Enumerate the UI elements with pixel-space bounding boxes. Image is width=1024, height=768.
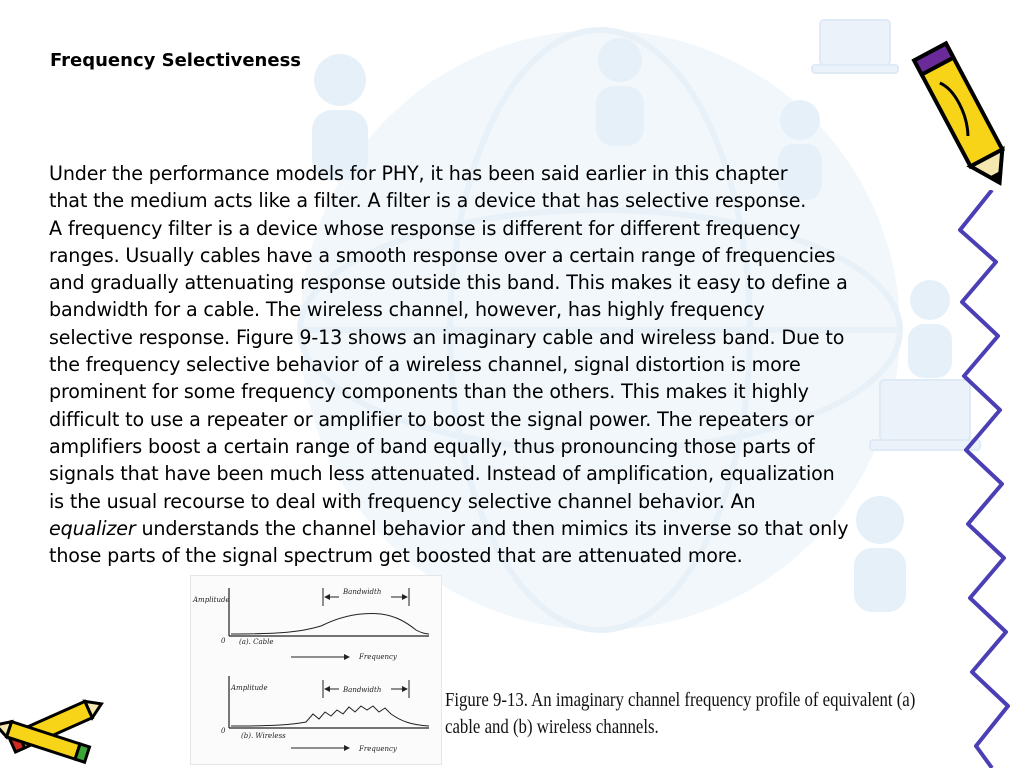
panel-a-amplitude-label: Amplitude <box>193 596 230 604</box>
body-line: ranges. Usually cables have a smooth response over a certain range of frequencies <box>49 243 836 267</box>
body-line: difficult to use a repeater or amplifier to boost the signal power. The repeaters or <box>49 407 814 431</box>
figure-caption <box>445 687 916 741</box>
slide-title: Frequency Selectiveness <box>50 50 302 71</box>
panel-b-bandwidth-label: Bandwidth <box>343 686 382 694</box>
frequency-profile-diagram <box>191 576 441 764</box>
body-line-equalizer <box>49 515 949 542</box>
zigzag-border-decoration <box>952 190 1024 768</box>
body-line: A frequency filter is a device whose response is different for different frequency <box>49 216 801 240</box>
pencils-icon <box>0 690 110 768</box>
panel-a-zero-label: 0 <box>221 637 226 645</box>
panel-b-zero-label: 0 <box>221 727 226 735</box>
body-line: prominent for some frequency components than the others. This makes it highly <box>49 380 809 404</box>
body-line: signals that have been much less attenuated. Instead of amplification, equalization <box>49 462 835 486</box>
body-line: amplifiers boost a certain range of band equally, thus pronouncing those parts of <box>49 434 815 458</box>
panel-a-case-label: (a). Cable <box>239 638 274 646</box>
body-line: and gradually attenuating response outside this band. This makes it easy to define a <box>49 271 848 295</box>
body-line: the frequency selective behavior of a wireless channel, signal distortion is more <box>49 353 801 377</box>
body-line: Under the performance models for PHY, it has been said earlier in this chapter <box>49 162 788 185</box>
body-line: selective response. Figure 9-13 shows an imaginary cable and wireless band. Due to <box>49 325 845 349</box>
panel-b-frequency-label: Frequency <box>359 745 397 753</box>
panel-b-amplitude-label: Amplitude <box>231 684 268 692</box>
body-line: is the usual recourse to deal with frequency selective channel behavior. An <box>49 489 756 513</box>
body-paragraph <box>49 160 949 569</box>
figure-9-13-image <box>190 575 442 765</box>
body-line: bandwidth for a cable. The wireless channel, however, has highly frequency <box>49 298 765 322</box>
wireless-response-curve <box>231 706 429 726</box>
pencil-icon <box>908 36 1018 196</box>
body-line-last: those parts of the signal spectrum get boosted that are attenuated more. <box>49 544 743 568</box>
caption-line: Figure 9-13. An imaginary channel frequency profile of equivalent (a) <box>445 690 916 711</box>
caption-line: cable and (b) wireless channels. <box>445 717 659 738</box>
equalizer-line-rest: understands the channel behavior and then mimics its inverse so that only <box>135 516 849 540</box>
body-line: that the medium acts like a filter. A filter is a device that has selective response. <box>49 189 807 213</box>
panel-b-case-label: (b). Wireless <box>241 732 286 740</box>
panel-a-frequency-label: Frequency <box>359 653 397 661</box>
panel-a-bandwidth-label: Bandwidth <box>343 588 382 596</box>
cable-response-curve <box>231 614 429 635</box>
equalizer-term: equalizer <box>49 516 136 540</box>
